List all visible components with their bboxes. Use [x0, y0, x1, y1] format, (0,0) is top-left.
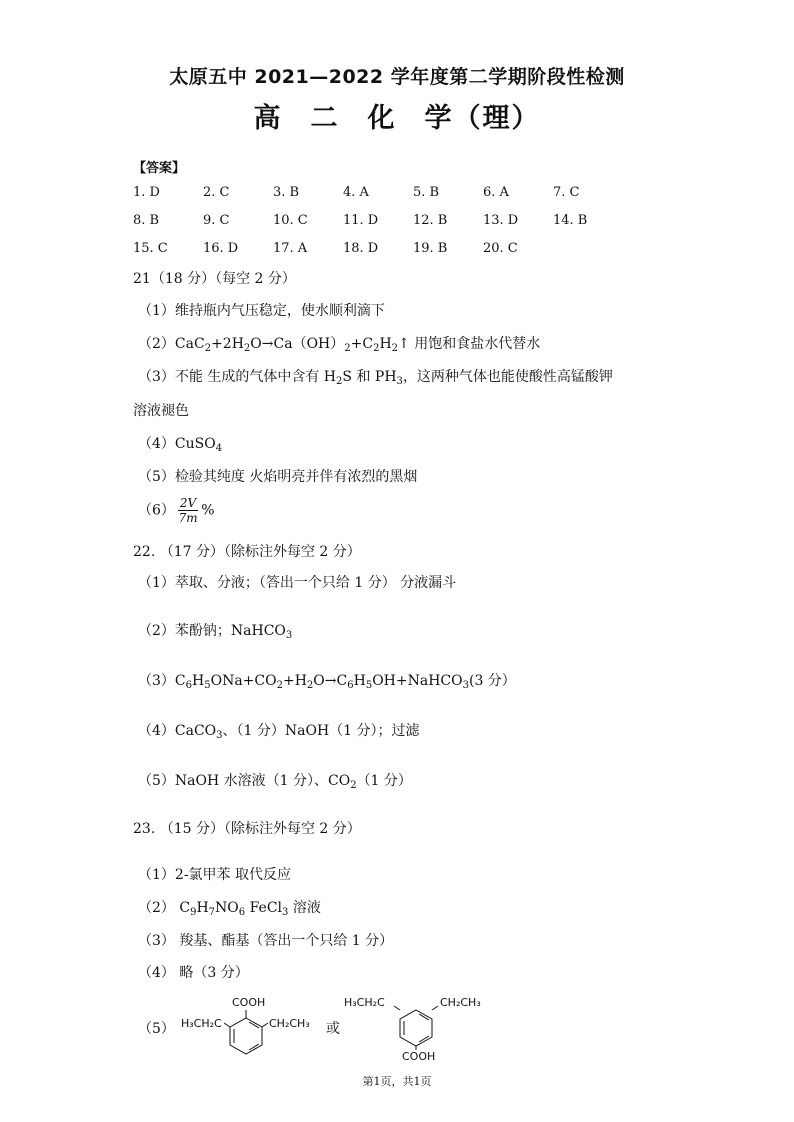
- answer-item: 17. A: [273, 241, 308, 256]
- answer-item: 1. D: [133, 185, 160, 200]
- q21-p3: （3）不能 生成的气体中含有 $H_2S$ 和 $PH_3$，这两种气体也能使酸性高锰酸钾: [138, 369, 613, 387]
- q23-p3: （3） 羧基、酯基（答出一个只给 1 分）: [138, 933, 394, 949]
- q21-p5: （5）检验其纯度 火焰明亮并伴有浓烈的黑烟: [138, 469, 418, 485]
- answer-item: 19. B: [413, 241, 448, 256]
- answer-item: 4. A: [343, 185, 369, 200]
- q21-p6: （6） $\frac{2V}{7m}$ %: [138, 496, 215, 525]
- subtitle-char-3: 化: [367, 103, 397, 134]
- svg-text:H₃CH₂C: H₃CH₂C: [344, 996, 385, 1009]
- answer-item: 13. D: [483, 213, 519, 228]
- svg-text:H₃CH₂C: H₃CH₂C: [181, 1017, 222, 1030]
- answer-item: 10. C: [273, 213, 308, 228]
- answer-item: 2. C: [203, 185, 230, 200]
- answer-item: 14. B: [553, 213, 588, 228]
- q22-p3: $(3)C_6H_5ONa+CO_2+H_2O\to C_6H_5OH+NaHCO_3(3$ 分）: [138, 673, 516, 691]
- document-subtitle: [0, 96, 794, 135]
- answer-item: 9. C: [203, 213, 230, 228]
- answer-item: 5. B: [413, 185, 440, 200]
- q23-p5: （5）: [138, 1021, 175, 1037]
- answer-item: 7. C: [553, 185, 580, 200]
- answer-item: 20. C: [483, 241, 518, 256]
- q22-p2: （2）苯酚钠；NaHCO$_3$: [138, 623, 293, 641]
- answer-item: 15. C: [133, 241, 168, 256]
- answer-item: 11. D: [343, 213, 379, 228]
- fraction: $\frac{2V}{7m}$: [178, 496, 198, 525]
- molecule-structure-2: [340, 990, 500, 1060]
- q21-header: 21（18 分）（每空 2 分）: [133, 271, 296, 287]
- answer-item: 3. B: [273, 185, 300, 200]
- q22-p4: （4）CaCO$_3$、（1 分）NaOH（1 分）；过滤: [138, 723, 420, 741]
- svg-text:COOH: COOH: [402, 1050, 436, 1060]
- q23-p1: （1）2-氯甲苯 取代反应: [138, 867, 291, 883]
- subtitle-char-2: 二: [310, 103, 340, 134]
- q22-header: 22. （17 分）（除标注外每空 2 分）: [133, 544, 361, 560]
- answer-item: 8. B: [133, 213, 160, 228]
- answer-label: 【答案】: [133, 161, 186, 176]
- document-title: 太原五中 2021—2022 学年度第二学期阶段性检测: [169, 66, 625, 88]
- q21-p1: （1）维持瓶内气压稳定，使水顺利滴下: [138, 303, 385, 319]
- q22-p1: （1）萃取、分液；（答出一个只给 1 分） 分液漏斗: [138, 575, 457, 591]
- answer-item: 6. A: [483, 185, 509, 200]
- or-text: 或: [326, 1021, 340, 1037]
- svg-text:CH₂CH₃: CH₂CH₃: [269, 1017, 310, 1030]
- q23-p4: （4） 略（3 分）: [138, 965, 249, 981]
- q22-p5: （5）NaOH 水溶液（1 分）、$CO_2(1$ 分）: [138, 773, 412, 791]
- answer-item: 16. D: [203, 241, 239, 256]
- svg-text:COOH: COOH: [232, 996, 266, 1009]
- q21-p2: $(2)CaC_2+2H_2O\to Ca(OH)_2+C_2H_2↑$ 用饱和食盐水代替水: [138, 336, 541, 354]
- q21-p3-wrap: 溶液褪色: [133, 403, 189, 419]
- svg-text:CH₂CH₃: CH₂CH₃: [440, 996, 481, 1009]
- answer-item: 12. B: [413, 213, 448, 228]
- subtitle-char-1: 高: [253, 103, 283, 134]
- subtitle-char-4: 学（理）: [424, 103, 541, 134]
- page-footer: 第1页，共1页: [362, 1075, 432, 1088]
- q23-p2: （2） $C_9H_7NO_6$ FeCl$_3$ 溶液: [138, 900, 321, 918]
- molecule-structure-1: [176, 990, 326, 1060]
- q23-header: 23. （15 分）（除标注外每空 2 分）: [133, 821, 361, 837]
- answer-item: 18. D: [343, 241, 379, 256]
- q21-p4: （4）CuSO$_4$: [138, 436, 223, 454]
